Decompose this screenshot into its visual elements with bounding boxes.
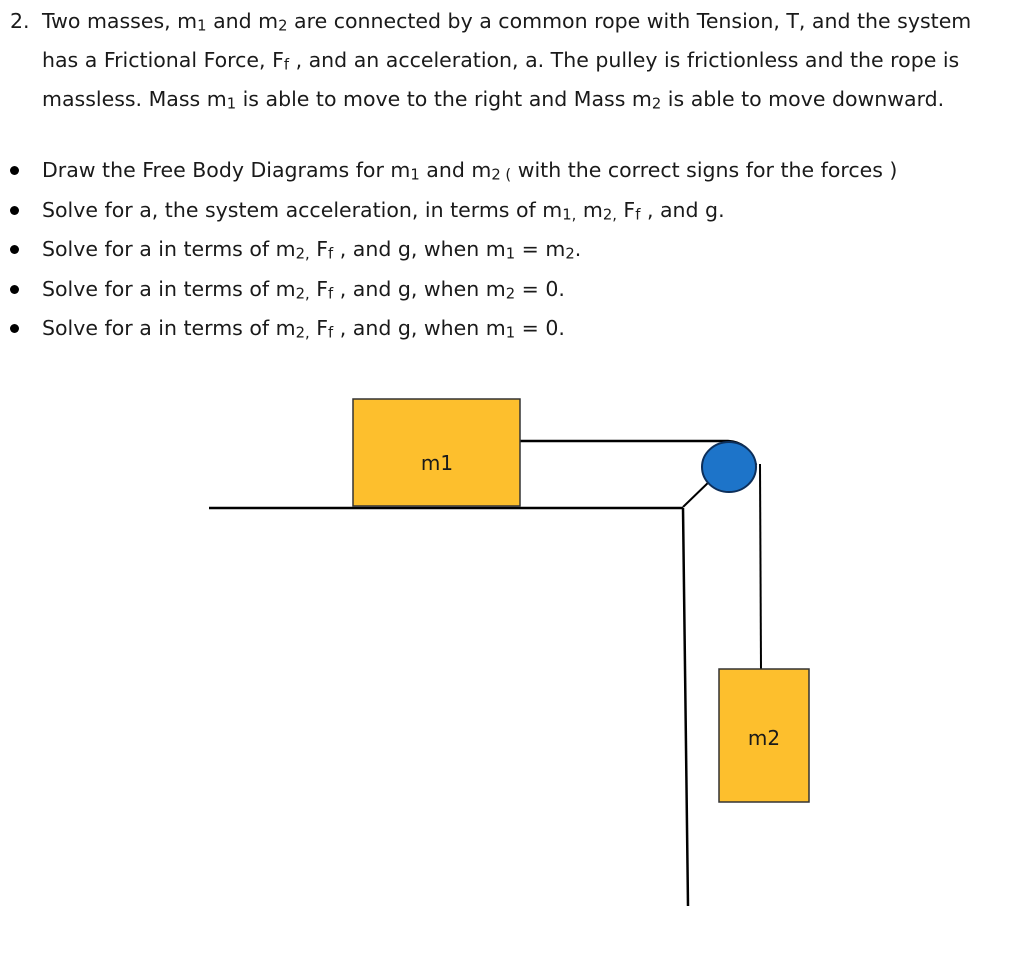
- problem-line-3: massless. Mass $m_1$ is able to move to the right and Mass $m_2$ is able to move downward.: [42, 87, 945, 113]
- task-item-equal-masses: Solve for a in terms of $m_{2,}$ $F_f$ , and g, when $m_1 = m_2$.: [0, 231, 1014, 271]
- block-m1: [353, 399, 520, 506]
- problem-line-1: Two masses, $m_1$ and $m_2$ are connected by a common rope with Tension, T, and the system: [42, 9, 972, 35]
- pulley-wheel: [702, 442, 756, 492]
- block-m2: [719, 669, 809, 802]
- problem-line-2: has a Frictional Force, $F_f$ , and an acceleration, a. The pulley is frictionless and the rope is: [42, 48, 960, 74]
- task-item-m1-zero: Solve for a in terms of $m_{2,}$ $F_f$ , and g, when $m_1 = 0$.: [0, 310, 1014, 350]
- block-m2-label: m2: [747, 726, 781, 750]
- task-item-fbd: Draw the Free Body Diagrams for $m_1$ and $m_{2 (}$ with the correct signs for the forces ): [0, 152, 1014, 192]
- block-m1-label: m1: [420, 451, 454, 475]
- task-item-general: Solve for a, the system acceleration, in terms of $m_{1,}$ $m_{2,}$ $F_f$ , and g.: [0, 192, 1014, 232]
- task-item-m2-zero: Solve for a in terms of $m_{2,}$ $F_f$ , and g, when $m_2 = 0$.: [0, 271, 1014, 311]
- problem-number: 2.: [10, 9, 30, 33]
- rope-vertical: [760, 464, 761, 670]
- table-edge: [683, 508, 688, 906]
